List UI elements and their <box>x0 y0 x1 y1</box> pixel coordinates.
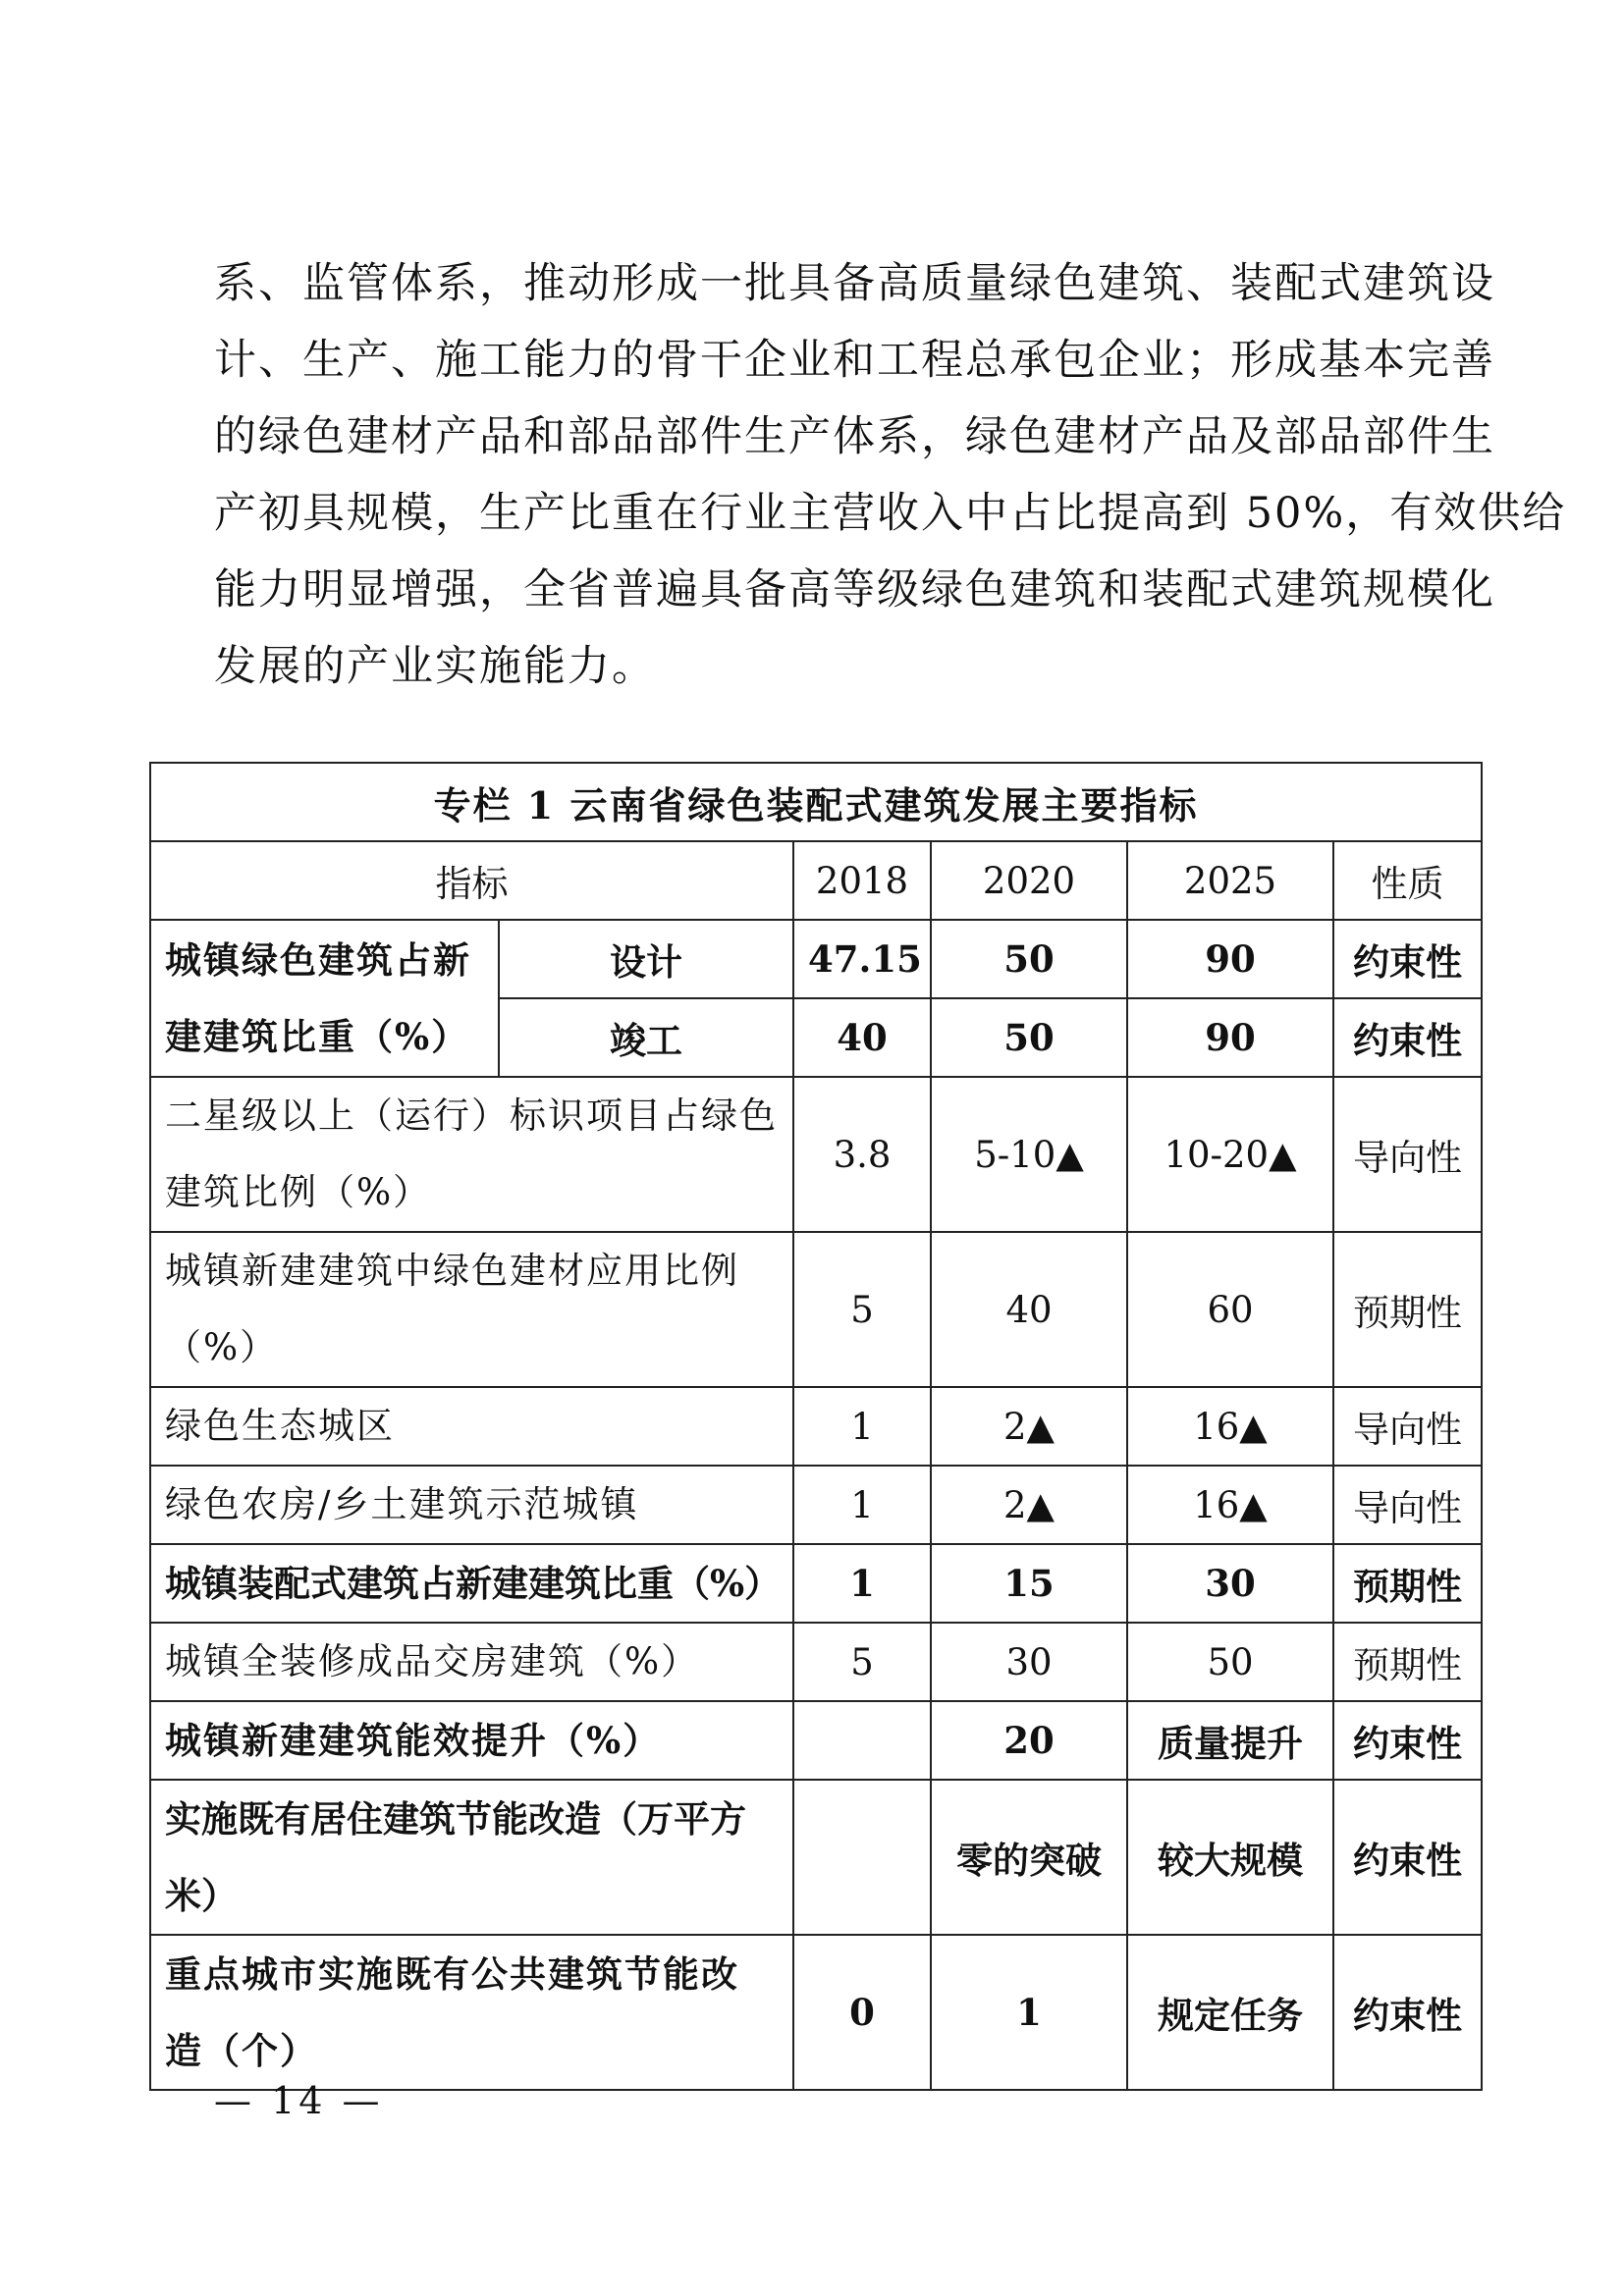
cell-nature: 导向性 <box>1333 1387 1482 1466</box>
cell-2020: 5-10▲ <box>931 1077 1127 1232</box>
row-label: 城镇装配式建筑占新建建筑比重（%） <box>150 1544 793 1623</box>
table-row <box>150 1935 1482 2090</box>
cell-nature: 约束性 <box>1333 1780 1482 1935</box>
row-label-line: 建建筑比重（%） <box>165 1015 470 1058</box>
cell-2025: 90 <box>1127 998 1333 1077</box>
row-label: 绿色农房/乡土建筑示范城镇 <box>150 1466 793 1544</box>
cell-2018: 5 <box>793 1232 931 1387</box>
row-label: 城镇全装修成品交房建筑（%） <box>150 1623 793 1701</box>
cell-2025: 10-20▲ <box>1127 1077 1333 1232</box>
table-row <box>150 1232 1482 1387</box>
row-label: 城镇新建建筑能效提升（%） <box>150 1701 793 1780</box>
row-label <box>150 1232 793 1387</box>
cell-2018 <box>793 1780 931 1935</box>
cell-nature: 导向性 <box>1333 1077 1482 1232</box>
cell-2018: 1 <box>793 1387 931 1466</box>
row-label-line: 城镇新建建筑中绿色建材应用比例 <box>165 1250 739 1292</box>
cell-2025: 质量提升 <box>1127 1701 1333 1780</box>
row-label <box>150 920 499 1077</box>
row-label-line: （%） <box>165 1326 279 1368</box>
table-row <box>150 920 1482 998</box>
row-label-line: 城镇绿色建筑占新 <box>165 938 471 982</box>
table-caption-row <box>150 763 1482 841</box>
row-label-line: 重点城市实施既有公共建筑节能改 <box>165 1952 739 1996</box>
cell-2020: 40 <box>931 1232 1127 1387</box>
cell-2018: 1 <box>793 1544 931 1623</box>
row-label-line: 造（个） <box>165 2029 318 2072</box>
row-label <box>150 1077 793 1232</box>
cell-2018: 47.15 <box>793 920 931 998</box>
cell-2025: 16▲ <box>1127 1387 1333 1466</box>
table-caption: 专栏 1 云南省绿色装配式建筑发展主要指标 <box>150 763 1482 841</box>
cell-nature: 预期性 <box>1333 1623 1482 1701</box>
table-row <box>150 1780 1482 1935</box>
header-nature: 性质 <box>1333 841 1482 920</box>
cell-nature: 导向性 <box>1333 1466 1482 1544</box>
header-2018: 2018 <box>793 841 931 920</box>
row-label-line: 二星级以上（运行）标识项目占绿色 <box>165 1095 778 1137</box>
cell-nature: 预期性 <box>1333 1232 1482 1387</box>
cell-nature: 约束性 <box>1333 1701 1482 1780</box>
header-indicator: 指标 <box>150 841 793 920</box>
body-line: 发展的产业实施能力。 <box>214 642 656 691</box>
cell-2025: 16▲ <box>1127 1466 1333 1544</box>
body-line: 计、生产、施工能力的骨干企业和工程总承包企业；形成基本完善 <box>214 336 1495 385</box>
cell-2020: 20 <box>931 1701 1127 1780</box>
cell-2018 <box>793 1701 931 1780</box>
cell-nature: 约束性 <box>1333 920 1482 998</box>
cell-2018: 0 <box>793 1935 931 2090</box>
table-row <box>150 1077 1482 1232</box>
cell-2018: 1 <box>793 1466 931 1544</box>
body-line: 产初具规模，生产比重在行业主营收入中占比提高到 50%，有效供给 <box>214 489 1567 538</box>
table-row <box>150 1544 1482 1623</box>
cell-2020: 2▲ <box>931 1387 1127 1466</box>
cell-nature: 预期性 <box>1333 1544 1482 1623</box>
cell-2020: 50 <box>931 998 1127 1077</box>
cell-2025: 30 <box>1127 1544 1333 1623</box>
body-line: 的绿色建材产品和部品部件生产体系，绿色建材产品及部品部件生 <box>214 412 1495 461</box>
sub-label: 竣工 <box>499 998 793 1077</box>
header-2025: 2025 <box>1127 841 1333 920</box>
row-label-line: 建筑比例（%） <box>165 1171 432 1213</box>
cell-2020: 30 <box>931 1623 1127 1701</box>
cell-2020: 2▲ <box>931 1466 1127 1544</box>
indicator-table <box>149 762 1483 2091</box>
cell-2018: 3.8 <box>793 1077 931 1232</box>
header-2020: 2020 <box>931 841 1127 920</box>
sub-label: 设计 <box>499 920 793 998</box>
table-header-row <box>150 841 1482 920</box>
cell-nature: 约束性 <box>1333 998 1482 1077</box>
cell-2020: 零的突破 <box>931 1780 1127 1935</box>
cell-nature: 约束性 <box>1333 1935 1482 2090</box>
table-row <box>150 1623 1482 1701</box>
row-label: 实施既有居住建筑节能改造（万平方米） <box>150 1780 793 1935</box>
table-row <box>150 1387 1482 1466</box>
cell-2025: 规定任务 <box>1127 1935 1333 2090</box>
cell-2018: 40 <box>793 998 931 1077</box>
table-row <box>150 1701 1482 1780</box>
cell-2018: 5 <box>793 1623 931 1701</box>
cell-2025: 50 <box>1127 1623 1333 1701</box>
body-line: 能力明显增强，全省普遍具备高等级绿色建筑和装配式建筑规模化 <box>214 565 1495 614</box>
table-row <box>150 1466 1482 1544</box>
cell-2025: 90 <box>1127 920 1333 998</box>
cell-2020: 50 <box>931 920 1127 998</box>
cell-2020: 1 <box>931 1935 1127 2090</box>
page-number: — 14 — <box>214 2079 384 2122</box>
body-paragraph <box>214 245 1567 705</box>
cell-2025: 60 <box>1127 1232 1333 1387</box>
row-label: 绿色生态城区 <box>150 1387 793 1466</box>
body-line: 系、监管体系，推动形成一批具备高质量绿色建筑、装配式建筑设 <box>214 259 1495 308</box>
cell-2020: 15 <box>931 1544 1127 1623</box>
cell-2025: 较大规模 <box>1127 1780 1333 1935</box>
row-label <box>150 1935 793 2090</box>
